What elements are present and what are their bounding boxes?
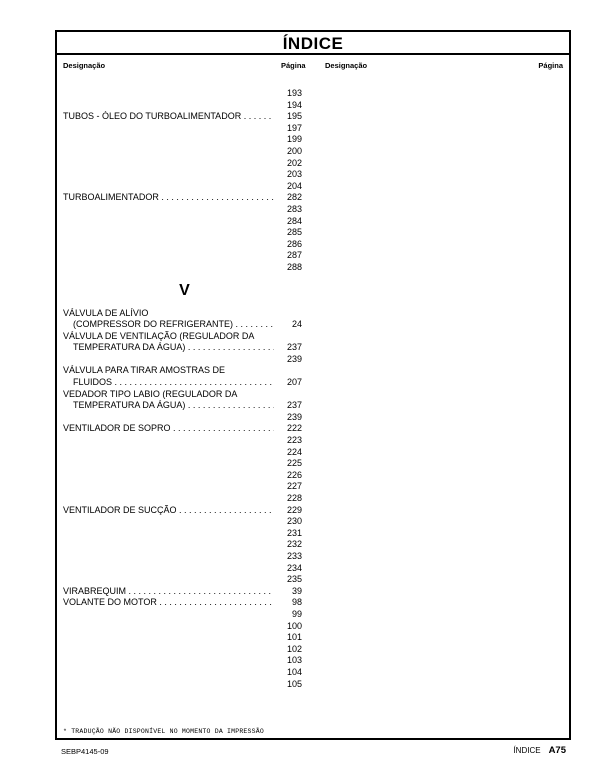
entry-page-number: 225 bbox=[286, 458, 302, 469]
entry-page-number: 223 bbox=[286, 435, 302, 446]
entry-label: TEMPERATURA DA ÁGUA) . . . bbox=[63, 400, 274, 412]
index-row bbox=[63, 239, 302, 251]
entry-page-number: 285 bbox=[286, 227, 302, 238]
entry-page-number: 286 bbox=[286, 238, 302, 249]
entry-page-number: 283 bbox=[286, 203, 302, 214]
entry-page-number: 194 bbox=[286, 99, 302, 110]
index-row bbox=[63, 192, 302, 204]
footnote: * TRADUÇÃO NÃO DISPONÍVEL NO MOMENTO DA IMPRESSÃO bbox=[63, 728, 264, 735]
entry-page-number: 102 bbox=[286, 643, 302, 654]
entry-page-number: 237 bbox=[286, 342, 302, 353]
entry-page-number: 229 bbox=[286, 504, 302, 515]
entry-label: VÁLVULA DE ALÍVIO bbox=[63, 307, 149, 318]
entry-page-number: 226 bbox=[286, 469, 302, 480]
index-row bbox=[63, 365, 302, 377]
entry-label: TURBOALIMENTADOR . . . bbox=[63, 192, 274, 204]
entry-page-number: 202 bbox=[286, 157, 302, 168]
header-pagina-left: Página bbox=[281, 61, 306, 70]
entry-label: FLUIDOS . . . bbox=[63, 377, 274, 389]
entry-page-number: 232 bbox=[286, 539, 302, 550]
entries-group-u bbox=[63, 88, 302, 274]
index-row bbox=[63, 609, 302, 621]
index-row bbox=[63, 679, 302, 691]
page-title: ÍNDICE bbox=[282, 34, 344, 53]
entry-label: TUBOS - ÓLEO DO TURBOALIMENTADOR . . . bbox=[63, 111, 274, 123]
index-row bbox=[63, 667, 302, 679]
entry-page-number: 104 bbox=[286, 666, 302, 677]
index-row bbox=[63, 551, 302, 563]
entry-page-number: 228 bbox=[286, 493, 302, 503]
entry-page-number: 234 bbox=[286, 562, 302, 573]
index-row bbox=[63, 423, 302, 435]
index-row bbox=[63, 319, 302, 331]
index-row bbox=[63, 481, 302, 493]
index-row bbox=[63, 250, 302, 262]
entry-page-number: 239 bbox=[286, 353, 302, 364]
entry-page-number: 227 bbox=[286, 481, 302, 492]
index-row bbox=[63, 354, 302, 366]
entry-label: VÁLVULA DE VENTILAÇÃO (REGULADOR DA bbox=[63, 330, 255, 341]
index-row bbox=[63, 111, 302, 123]
index-row bbox=[63, 493, 302, 505]
entry-label: VENTILADOR DE SOPRO . . . bbox=[63, 423, 274, 435]
index-row bbox=[63, 435, 302, 447]
entry-page-number: 195 bbox=[286, 111, 302, 122]
entry-page-number: 103 bbox=[286, 655, 302, 666]
index-row bbox=[63, 470, 302, 482]
entry-page-number: 235 bbox=[286, 574, 302, 585]
entry-page-number: 233 bbox=[286, 550, 302, 561]
entry-label: VÁLVULA PARA TIRAR AMOSTRAS DE bbox=[63, 365, 226, 376]
entry-page-number: 203 bbox=[286, 169, 302, 180]
entry-page-number: 199 bbox=[286, 134, 302, 145]
footer-page-info bbox=[513, 745, 566, 756]
index-row bbox=[63, 655, 302, 667]
header-pagina-right: Página bbox=[538, 61, 563, 70]
index-row bbox=[63, 586, 302, 598]
entry-page-number: 224 bbox=[286, 446, 302, 457]
index-row bbox=[63, 539, 302, 551]
document-code: SEBP4145-09 bbox=[61, 747, 109, 756]
index-row bbox=[63, 342, 302, 354]
index-row bbox=[63, 528, 302, 540]
index-row bbox=[63, 389, 302, 401]
entry-page-number: 287 bbox=[286, 250, 302, 261]
index-row bbox=[63, 563, 302, 575]
header-designacao-right: Designação bbox=[325, 61, 368, 70]
entry-page-number: 237 bbox=[286, 400, 302, 411]
index-row bbox=[63, 158, 302, 170]
index-row bbox=[63, 644, 302, 656]
entry-page-number: 230 bbox=[286, 516, 302, 527]
entry-page-number: 288 bbox=[286, 261, 302, 272]
index-row bbox=[63, 412, 302, 424]
index-entries bbox=[63, 88, 302, 690]
section-letter: V bbox=[179, 281, 190, 299]
entry-page-number: 284 bbox=[286, 215, 302, 226]
entry-label: VENTILADOR DE SUCÇÃO . . . bbox=[63, 505, 274, 517]
index-row bbox=[63, 516, 302, 528]
entries-group-v bbox=[63, 308, 302, 691]
entry-label: TEMPERATURA DA ÁGUA) . . . bbox=[63, 342, 274, 354]
index-row bbox=[63, 262, 302, 274]
entry-label: VOLANTE DO MOTOR . . . bbox=[63, 597, 274, 609]
index-row bbox=[63, 146, 302, 158]
entry-page-number: 99 bbox=[291, 608, 302, 619]
index-row bbox=[63, 574, 302, 586]
entry-page-number: 24 bbox=[291, 319, 302, 330]
entry-page-number: 239 bbox=[286, 411, 302, 422]
index-row bbox=[63, 505, 302, 517]
entry-label: (COMPRESSOR DO REFRIGERANTE) . . . bbox=[63, 319, 274, 331]
entry-page-number: 193 bbox=[286, 88, 302, 98]
index-row bbox=[63, 134, 302, 146]
entry-page-number: 204 bbox=[286, 180, 302, 191]
entry-label: VEDADOR TIPO LABIO (REGULADOR DA bbox=[63, 388, 238, 399]
index-row bbox=[63, 377, 302, 389]
entry-page-number: 200 bbox=[286, 145, 302, 156]
entry-label: VIRABREQUIM . . . bbox=[63, 586, 274, 598]
title-divider bbox=[57, 53, 569, 55]
index-row bbox=[63, 400, 302, 412]
entry-page-number: 105 bbox=[286, 678, 302, 689]
entry-page-number: 207 bbox=[286, 377, 302, 388]
entry-page-number: 101 bbox=[286, 632, 302, 643]
header-designacao-left: Designação bbox=[63, 61, 106, 70]
footer-section: ÍNDICE bbox=[513, 746, 541, 755]
index-row bbox=[63, 621, 302, 633]
index-row bbox=[63, 169, 302, 181]
entry-page-number: 39 bbox=[291, 585, 302, 596]
entry-page-number: 222 bbox=[286, 423, 302, 434]
index-row bbox=[63, 447, 302, 459]
index-row bbox=[63, 227, 302, 239]
index-frame bbox=[55, 30, 571, 740]
index-row bbox=[63, 88, 302, 100]
entry-page-number: 231 bbox=[286, 527, 302, 538]
index-row bbox=[63, 100, 302, 112]
entry-page-number: 98 bbox=[291, 597, 302, 608]
index-row bbox=[63, 123, 302, 135]
footer-page-number: A75 bbox=[548, 745, 566, 756]
index-row bbox=[63, 331, 302, 343]
entry-page-number: 100 bbox=[286, 620, 302, 631]
entry-page-number: 282 bbox=[286, 192, 302, 203]
index-row bbox=[63, 216, 302, 228]
index-row bbox=[63, 458, 302, 470]
index-row bbox=[63, 204, 302, 216]
index-row bbox=[63, 181, 302, 193]
index-row bbox=[63, 308, 302, 320]
index-row bbox=[63, 632, 302, 644]
entry-page-number: 197 bbox=[286, 122, 302, 133]
index-row bbox=[63, 597, 302, 609]
